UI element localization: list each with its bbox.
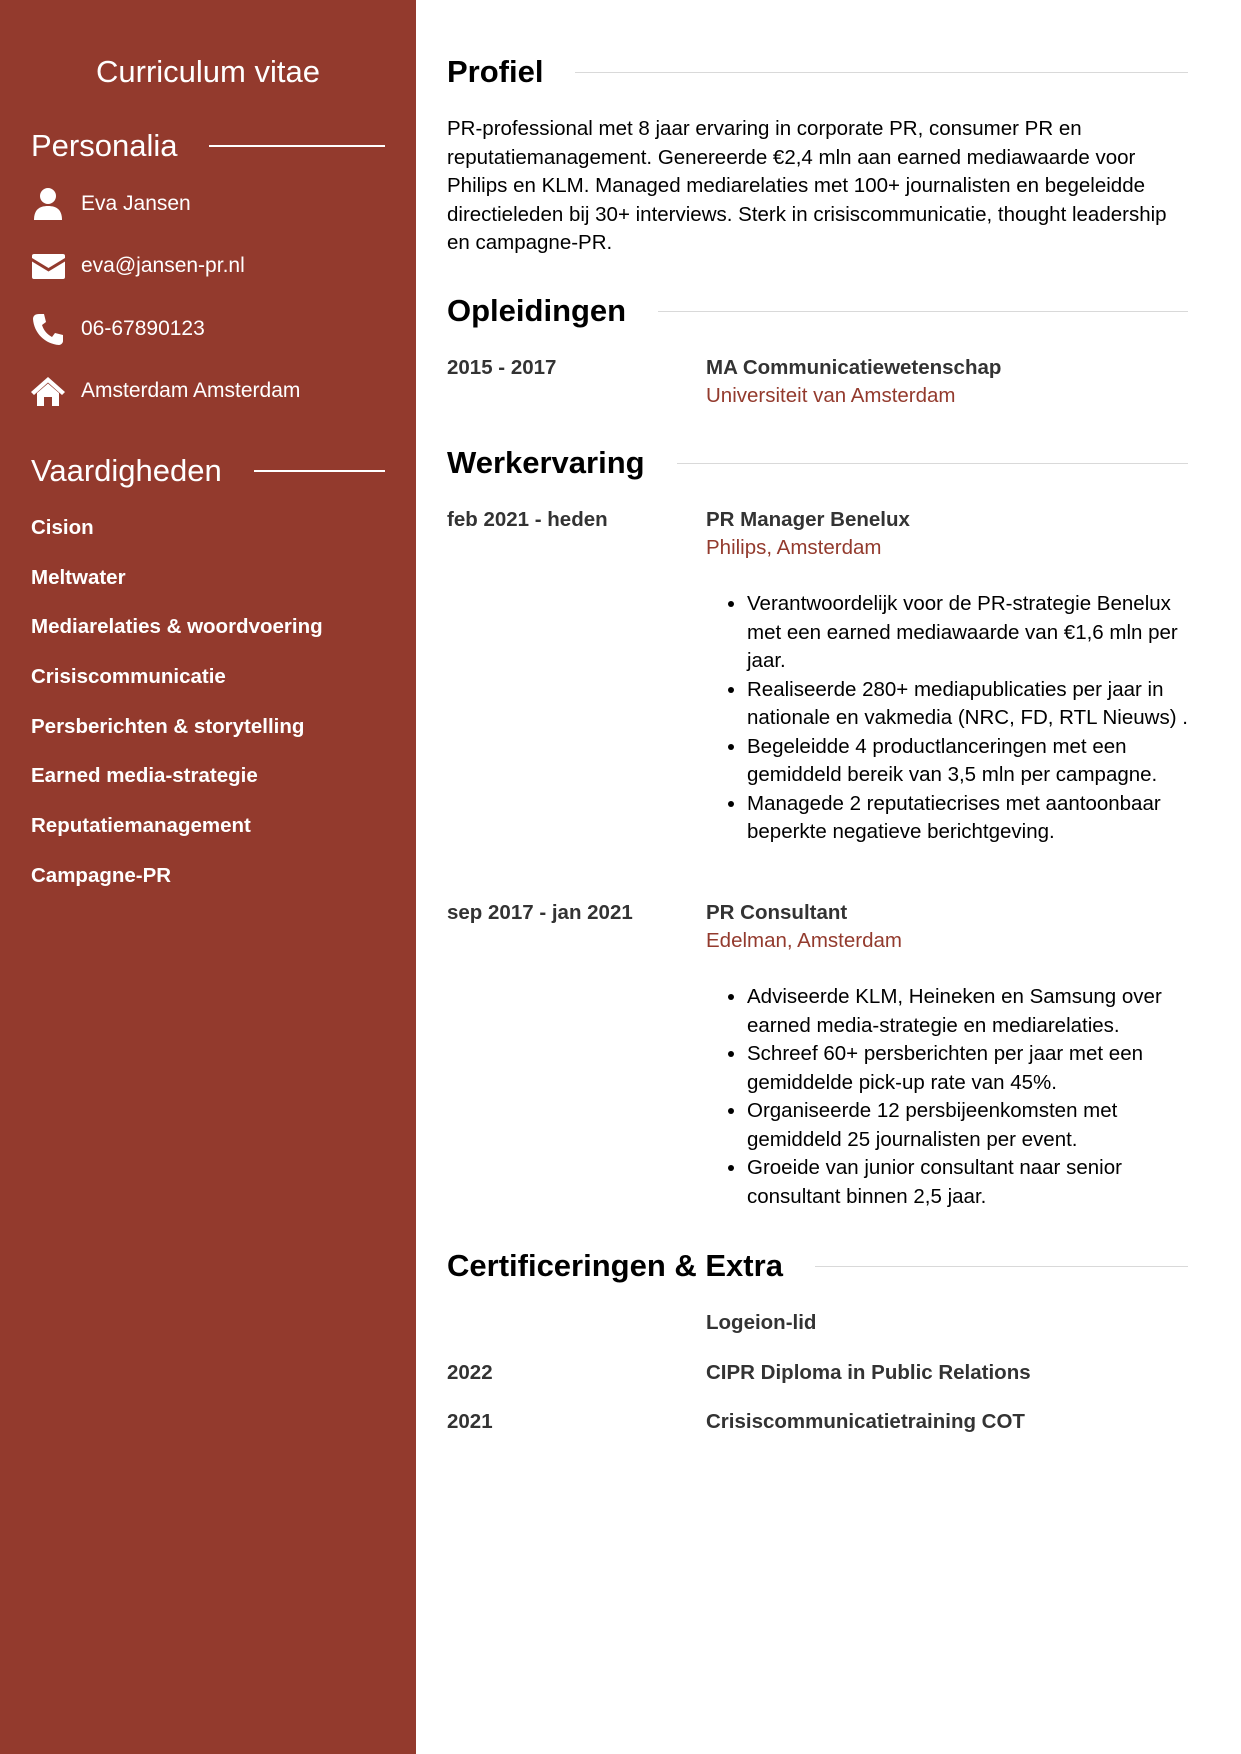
entry-title: MA Communicatiewetenschap <box>706 356 1002 379</box>
skill-item: Crisiscommunicatie <box>31 665 226 689</box>
divider <box>254 470 385 472</box>
entry-date: 2015 - 2017 <box>447 356 557 379</box>
bullet-item: • Groeide van junior consultant naar senior consultant binnen 2,5 jaar. <box>747 1154 1188 1211</box>
profile-heading <box>447 52 1188 92</box>
contact-phone-text[interactable]: 06-67890123 <box>81 317 205 340</box>
skill-item: Campagne-PR <box>31 863 172 887</box>
entry-title: Logeion-lid <box>706 1311 817 1334</box>
entry-body <box>706 1309 1188 1337</box>
skill-item: Reputatiemanagement <box>31 814 251 838</box>
user-icon <box>31 187 65 221</box>
entry-org: Universiteit van Amsterdam <box>706 384 956 407</box>
entry-date: feb 2021 - heden <box>447 508 608 531</box>
envelope-icon <box>31 249 65 283</box>
education-heading <box>447 291 1188 331</box>
entry-body <box>706 1359 1188 1387</box>
bullet-item: • Verantwoordelijk voor de PR-strategie Benelux met een earned mediawaarde van €1,6 mln per jaar. <box>747 590 1188 676</box>
contact-email[interactable] <box>31 248 245 284</box>
contact-name <box>31 186 191 222</box>
education-heading-label: Opleidingen <box>447 293 627 328</box>
entry-date: 2022 <box>447 1361 493 1384</box>
skill-item: Cision <box>31 516 94 539</box>
experience-heading-label: Werkervaring <box>447 445 645 480</box>
contact-name-text: Eva Jansen <box>81 192 191 215</box>
home-icon <box>31 374 65 408</box>
skills-heading-label: Vaardigheden <box>31 453 222 488</box>
entry-body <box>706 354 1188 410</box>
divider <box>658 311 1188 312</box>
entry-body <box>706 899 1188 1211</box>
phone-icon <box>31 312 65 346</box>
entry-title: CIPR Diploma in Public Relations <box>706 1361 1031 1384</box>
contact-address-text: Amsterdam Amsterdam <box>81 379 301 402</box>
entry-title: PR Manager Benelux <box>706 508 910 531</box>
entry-body <box>706 506 1188 847</box>
contact-address <box>31 373 300 409</box>
skill-item: Persberichten & storytelling <box>31 714 305 738</box>
entry-org: Philips, Amsterdam <box>706 536 882 559</box>
personal-heading <box>31 126 385 166</box>
skills-list <box>31 512 323 910</box>
bullet-item: • Realiseerde 280+ mediapublicaties per jaar in nationale en vakmedia (NRC, FD, RTL Nieuws) . <box>747 676 1188 733</box>
entry-date: sep 2017 - jan 2021 <box>447 901 633 924</box>
bullet-item: • Schreef 60+ persberichten per jaar met een gemiddelde pick-up rate van 45%. <box>747 1040 1188 1097</box>
skill-item: Earned media-strategie <box>31 764 258 788</box>
divider <box>209 145 385 147</box>
profile-heading-label: Profiel <box>447 54 544 89</box>
experience-heading <box>447 443 1188 483</box>
entry-title: Crisiscommunicatietraining COT <box>706 1410 1025 1433</box>
contact-phone[interactable] <box>31 311 205 347</box>
entry-org: Edelman, Amsterdam <box>706 929 902 952</box>
entry-bullets <box>706 590 1188 847</box>
entry-body <box>706 1408 1188 1436</box>
entry-date: 2021 <box>447 1410 493 1433</box>
entry-title: PR Consultant <box>706 901 848 924</box>
skill-item: Mediarelaties & woordvoering <box>31 615 323 639</box>
certifications-heading <box>447 1246 1188 1286</box>
bullet-item: • Begeleidde 4 productlanceringen met een gemiddeld bereik van 3,5 mln per campagne. <box>747 733 1188 790</box>
profile-text: PR-professional met 8 jaar ervaring in corporate PR, consumer PR en reputatiemanagement. Genereerde €2,4 mln aan earned mediawaarde voor Philips en KLM. Managed mediarelaties met 100+ journalisten en begeleidde directieleden bij 30+ interviews. Sterk in crisiscommunicatie, thought leadership en campagne-PR. <box>447 117 1167 254</box>
contact-email-text[interactable]: eva@jansen-pr.nl <box>81 254 245 277</box>
bullet-item: • Managede 2 reputatiecrises met aantoonbaar beperkte negatieve berichtgeving. <box>747 790 1188 847</box>
divider <box>815 1266 1188 1267</box>
skill-item: Meltwater <box>31 565 126 589</box>
bullet-item: • Adviseerde KLM, Heineken en Samsung over earned media-strategie en mediarelaties. <box>747 983 1188 1040</box>
certifications-heading-label: Certificeringen & Extra <box>447 1248 783 1283</box>
bullet-item: • Organiseerde 12 persbijeenkomsten met gemiddeld 25 journalisten per event. <box>747 1097 1188 1154</box>
entry-bullets <box>706 983 1188 1211</box>
sidebar <box>0 0 416 1754</box>
personal-heading-label: Personalia <box>31 128 178 163</box>
divider <box>677 463 1188 464</box>
document-title: Curriculum vitae <box>96 54 320 89</box>
skills-heading <box>31 451 385 491</box>
divider <box>575 72 1188 73</box>
